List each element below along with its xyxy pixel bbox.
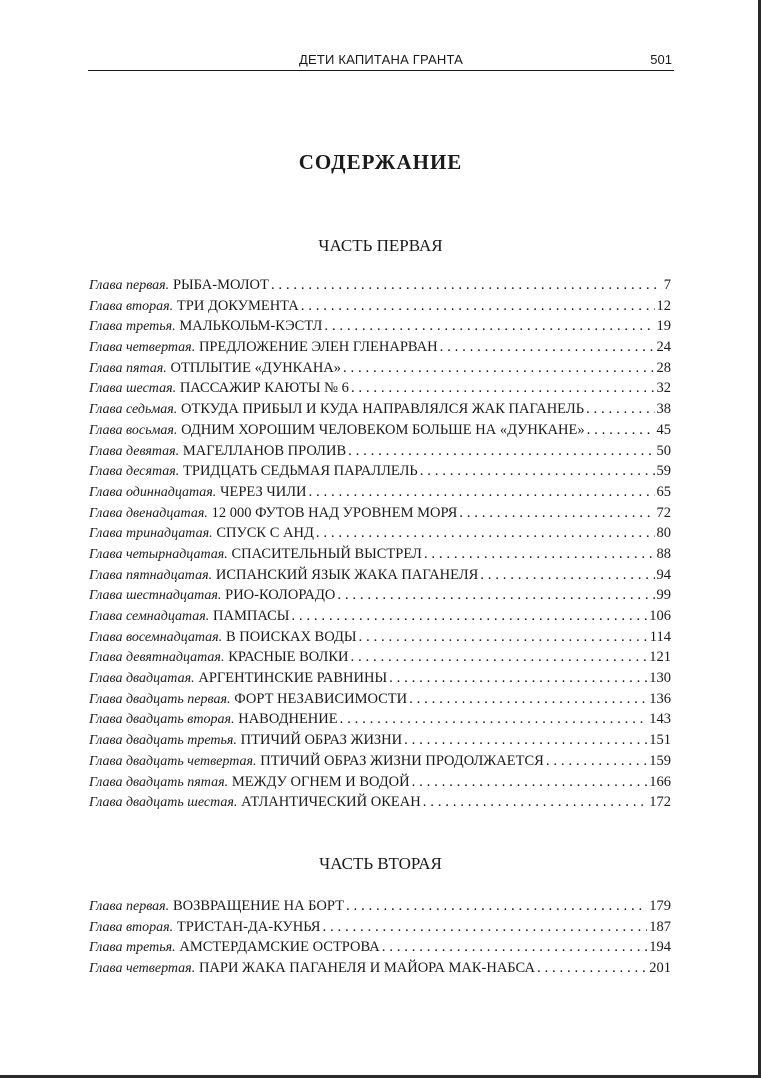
page-reference: 166 xyxy=(649,773,671,790)
page-reference: 72 xyxy=(656,504,671,521)
dot-leader xyxy=(322,919,647,936)
chapter-label: Глава девятнадцатая. xyxy=(89,650,225,666)
toc-entry[interactable] xyxy=(89,505,671,526)
chapter-title: ОТКУДА ПРИБЫЛ И КУДА НАПРАВЛЯЛСЯ ЖАК ПАГАНЕЛЬ xyxy=(181,401,585,418)
part-one-title: ЧАСТЬ ПЕРВАЯ xyxy=(318,236,443,255)
chapter-title: ВОЗВРАЩЕНИЕ НА БОРТ xyxy=(172,898,344,914)
dot-leader xyxy=(412,774,648,791)
chapter-label: Глава четвертая. xyxy=(89,340,196,356)
dot-leader xyxy=(586,401,654,418)
chapter-title: ОТПЛЫТИЕ «ДУНКАНА» xyxy=(170,359,342,376)
chapter-label: Глава восьмая. xyxy=(89,422,178,438)
page-reference: 94 xyxy=(656,566,671,583)
page-reference: 12 xyxy=(656,297,671,314)
chapter-title: ПТИЧИЙ ОБРАЗ ЖИЗНИ xyxy=(240,732,403,749)
running-head xyxy=(88,50,674,71)
page-number: 501 xyxy=(650,52,672,67)
page-reference: 201 xyxy=(649,960,671,977)
page-reference: 19 xyxy=(656,318,671,335)
toc-entry[interactable] xyxy=(89,753,671,774)
dot-leader xyxy=(459,505,654,522)
chapter-label: Глава восемнадцатая. xyxy=(89,629,223,645)
chapter-title: ПРЕДЛОЖЕНИЕ ЭЛЕН ГЛЕНАРВАН xyxy=(198,339,438,356)
toc-entry[interactable] xyxy=(89,525,671,546)
toc-entry[interactable] xyxy=(89,960,671,981)
chapter-label: Глава двадцать вторая. xyxy=(89,712,235,728)
chapter-title: АМСТЕРДАМСКИЕ ОСТРОВА xyxy=(179,939,380,956)
dot-leader xyxy=(291,608,647,625)
dot-leader xyxy=(271,277,662,294)
toc-entry[interactable] xyxy=(89,463,671,484)
toc-entry[interactable] xyxy=(89,608,671,629)
chapter-label: Глава вторая. xyxy=(89,298,174,314)
chapter-label: Глава двадцатая. xyxy=(89,671,195,687)
chapter-label: Глава одиннадцатая. xyxy=(89,484,217,500)
page-reference: 99 xyxy=(656,587,671,604)
toc-entry[interactable] xyxy=(89,401,671,422)
dot-leader xyxy=(337,587,654,604)
dot-leader xyxy=(348,443,654,460)
toc-entry[interactable] xyxy=(89,277,671,298)
toc-entry[interactable] xyxy=(89,318,671,339)
chapter-title: ПАРИ ЖАКА ПАГАНЕЛЯ И МАЙОРА МАК-НАБСА xyxy=(198,960,535,977)
part-two-toc xyxy=(89,898,671,981)
dot-leader xyxy=(389,670,647,687)
page-reference: 136 xyxy=(649,690,671,707)
toc-entry[interactable] xyxy=(89,732,671,753)
chapter-label: Глава тринадцатая. xyxy=(89,526,213,542)
chapter-title: АТЛАНТИЧЕСКИЙ ОКЕАН xyxy=(241,794,421,811)
toc-entry[interactable] xyxy=(89,711,671,732)
page-reference: 121 xyxy=(649,649,671,666)
chapter-title: МЕЖДУ ОГНЕМ И ВОДОЙ xyxy=(231,773,410,790)
chapter-title: ТРИДЦАТЬ СЕДЬМАЯ ПАРАЛЛЕЛЬ xyxy=(183,463,418,480)
page-reference: 130 xyxy=(649,670,671,687)
page-reference: 172 xyxy=(649,794,671,811)
chapter-title: СПАСИТЕЛЬНЫЙ ВЫСТРЕЛ xyxy=(231,545,422,562)
chapter-title: КРАСНЫЕ ВОЛКИ xyxy=(228,649,349,666)
page-reference: 45 xyxy=(656,421,671,438)
chapter-title: ПАССАЖИР КАЮТЫ № 6 xyxy=(179,380,349,397)
page-reference: 187 xyxy=(649,918,671,935)
toc-entry[interactable] xyxy=(89,443,671,464)
toc-entry[interactable] xyxy=(89,360,671,381)
toc-entry[interactable] xyxy=(89,567,671,588)
chapter-title: МАГЕЛЛАНОВ ПРОЛИВ xyxy=(182,442,347,459)
dot-leader xyxy=(404,732,647,749)
page-reference: 28 xyxy=(656,359,671,376)
chapter-title: ПТИЧИЙ ОБРАЗ ЖИЗНИ ПРОДОЛЖАЕТСЯ xyxy=(260,752,544,769)
page-reference: 159 xyxy=(649,752,671,769)
chapter-label: Глава семнадцатая. xyxy=(89,609,210,624)
chapter-title: АРГЕНТИНСКИЕ РАВНИНЫ xyxy=(198,670,388,687)
page-reference: 32 xyxy=(656,380,671,397)
dot-leader xyxy=(480,567,654,584)
toc-entry[interactable] xyxy=(89,380,671,401)
dot-leader xyxy=(423,794,648,811)
dot-leader xyxy=(340,711,648,728)
chapter-label: Глава первая. xyxy=(89,278,170,293)
page-reference: 24 xyxy=(656,339,671,356)
page-reference: 65 xyxy=(656,483,671,500)
dot-leader xyxy=(359,629,648,646)
page-reference: 59 xyxy=(656,463,671,480)
toc-entry[interactable] xyxy=(89,629,671,650)
page-reference: 106 xyxy=(649,608,671,624)
chapter-title: РИО-КОЛОРАДО xyxy=(225,587,336,604)
chapter-label: Глава третья. xyxy=(89,940,176,956)
page-reference: 151 xyxy=(649,732,671,749)
page-reference: 7 xyxy=(663,277,671,293)
dot-leader xyxy=(537,960,647,977)
running-head-title: ДЕТИ КАПИТАНА ГРАНТА xyxy=(298,52,464,67)
chapter-label: Глава первая. xyxy=(89,899,170,914)
toc-entry[interactable] xyxy=(89,484,671,505)
dot-leader xyxy=(440,339,655,356)
toc-entry[interactable] xyxy=(89,422,671,443)
toc-entry[interactable] xyxy=(89,898,671,919)
toc-entry[interactable] xyxy=(89,691,671,712)
dot-leader xyxy=(309,484,655,501)
dot-leader xyxy=(346,898,647,915)
dot-leader xyxy=(324,318,654,335)
chapter-label: Глава двенадцатая. xyxy=(89,505,208,521)
chapter-title: ТРИСТАН-ДА-КУНЬЯ xyxy=(176,918,321,935)
dot-leader xyxy=(316,525,655,542)
chapter-label: Глава девятая. xyxy=(89,443,180,459)
chapter-title: ФОРТ НЕЗАВИСИМОСТИ xyxy=(234,690,408,707)
chapter-label: Глава пятнадцатая. xyxy=(89,567,213,583)
page-reference: 114 xyxy=(649,628,671,645)
chapter-title: РЫБА-МОЛОТ xyxy=(172,277,269,293)
dot-leader xyxy=(301,298,655,315)
page-reference: 38 xyxy=(656,401,671,418)
page-reference: 50 xyxy=(656,442,671,459)
toc-entry[interactable] xyxy=(89,774,671,795)
dot-leader xyxy=(546,753,647,770)
chapter-title: ИСПАНСКИЙ ЯЗЫК ЖАКА ПАГАНЕЛЯ xyxy=(215,566,479,583)
page-reference: 194 xyxy=(649,939,671,956)
chapter-label: Глава двадцать третья. xyxy=(89,733,237,749)
part-one-toc xyxy=(89,277,671,815)
dot-leader xyxy=(351,380,655,397)
toc-entry[interactable] xyxy=(89,298,671,319)
chapter-label: Глава четвертая. xyxy=(89,961,196,977)
chapter-title: В ПОИСКАХ ВОДЫ xyxy=(225,628,357,645)
toc-entry[interactable] xyxy=(89,339,671,360)
chapter-title: ОДНИМ ХОРОШИМ ЧЕЛОВЕКОМ БОЛЬШЕ НА «ДУНКАНЕ» xyxy=(181,421,585,438)
chapter-label: Глава десятая. xyxy=(89,464,180,480)
toc-entry[interactable] xyxy=(89,649,671,670)
chapter-title: МАЛЬКОЛЬМ-КЭСТЛ xyxy=(179,318,323,335)
chapter-label: Глава третья. xyxy=(89,319,176,335)
part-two-title: ЧАСТЬ ВТОРАЯ xyxy=(319,854,442,873)
chapter-title: 12 000 ФУТОВ НАД УРОВНЕМ МОРЯ xyxy=(211,504,458,521)
page-reference: 179 xyxy=(649,898,671,914)
toc-entry[interactable] xyxy=(89,919,671,940)
chapter-label: Глава вторая. xyxy=(89,919,174,935)
dot-leader xyxy=(587,422,655,439)
dot-leader xyxy=(343,360,654,377)
toc-entry[interactable] xyxy=(89,546,671,567)
toc-entry[interactable] xyxy=(89,794,671,815)
chapter-label: Глава шестая. xyxy=(89,381,177,397)
chapter-label: Глава шестнадцатая. xyxy=(89,588,222,604)
dot-leader xyxy=(382,939,647,956)
page-reference: 80 xyxy=(656,525,671,542)
chapter-label: Глава двадцать пятая. xyxy=(89,774,229,790)
contents-title: СОДЕРЖАНИЕ xyxy=(298,150,463,174)
chapter-title: СПУСК С АНД xyxy=(216,525,314,542)
chapter-label: Глава седьмая. xyxy=(89,402,178,418)
dot-leader xyxy=(420,463,655,480)
chapter-title: ТРИ ДОКУМЕНТА xyxy=(176,297,299,314)
chapter-title: ЧЕРЕЗ ЧИЛИ xyxy=(220,483,307,500)
chapter-label: Глава двадцать шестая. xyxy=(89,795,238,811)
chapter-label: Глава двадцать первая. xyxy=(89,691,231,707)
chapter-label: Глава пятая. xyxy=(89,360,167,376)
toc-entry[interactable] xyxy=(89,939,671,960)
dot-leader xyxy=(351,649,648,666)
toc-entry[interactable] xyxy=(89,587,671,608)
page-reference: 88 xyxy=(656,545,671,562)
chapter-label: Глава двадцать четвертая. xyxy=(89,753,257,769)
chapter-title: НАВОДНЕНИЕ xyxy=(238,711,338,728)
toc-entry[interactable] xyxy=(89,670,671,691)
page-reference: 143 xyxy=(649,711,671,728)
chapter-label: Глава четырнадцатая. xyxy=(89,546,228,562)
dot-leader xyxy=(424,546,655,563)
chapter-title: ПАМПАСЫ xyxy=(213,608,290,624)
dot-leader xyxy=(409,691,647,708)
